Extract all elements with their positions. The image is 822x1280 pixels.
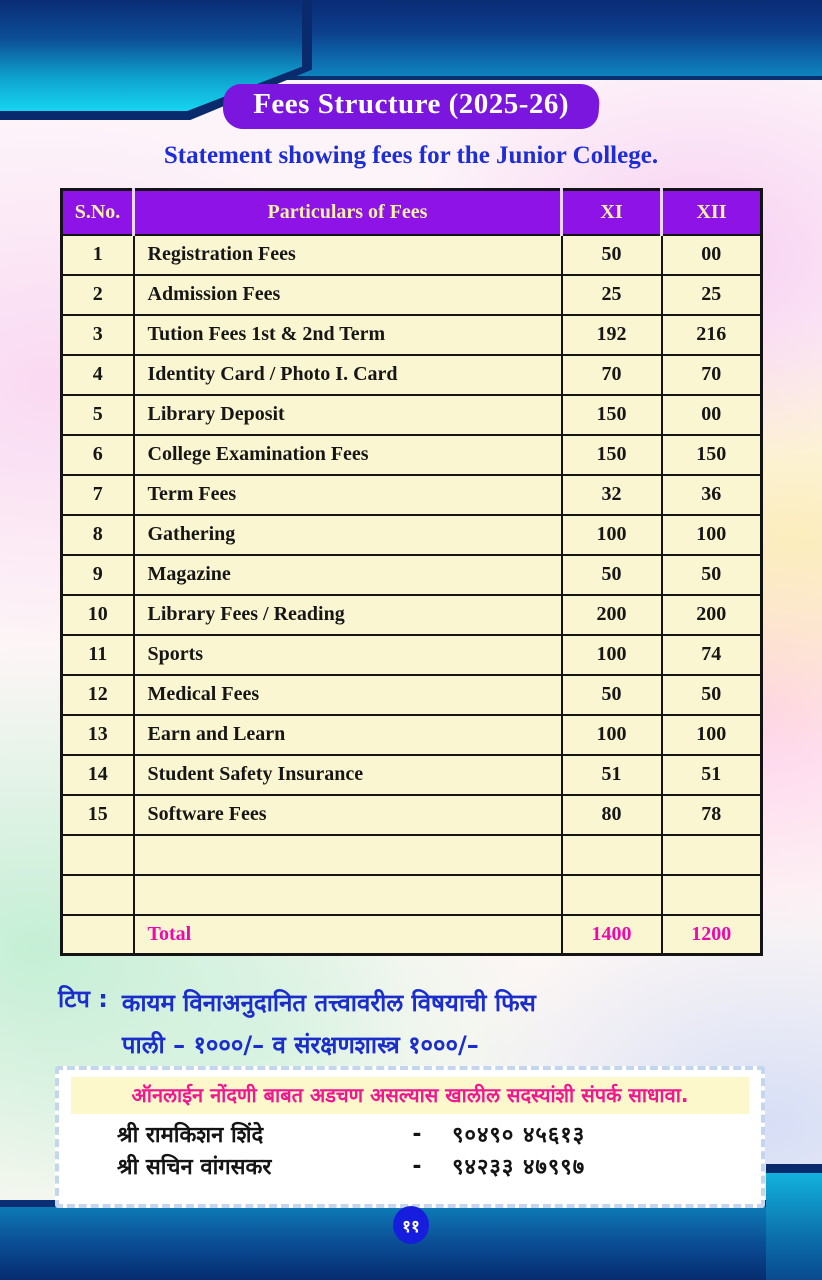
xii-cell: 25 — [662, 275, 762, 315]
xi-cell: 192 — [562, 315, 662, 355]
sno-cell: 8 — [62, 515, 134, 555]
table-row-empty — [62, 835, 762, 875]
xi-cell: 51 — [562, 755, 662, 795]
col-header-particulars: Particulars of Fees — [134, 190, 562, 235]
fee-note — [58, 982, 536, 1066]
table-row — [62, 635, 762, 675]
title-banner — [221, 84, 600, 129]
contact-phone: ९०४९० ४५६१३ — [452, 1123, 586, 1148]
contact-name: श्री सचिन वांगसकर — [117, 1155, 272, 1180]
particular-cell: Library Fees / Reading — [134, 595, 562, 635]
sno-cell: 14 — [62, 755, 134, 795]
particular-cell: Admission Fees — [134, 275, 562, 315]
total-empty-cell — [62, 915, 134, 955]
total-xi: 1400 — [562, 915, 662, 955]
sno-cell: 6 — [62, 435, 134, 475]
particular-cell: College Examination Fees — [134, 435, 562, 475]
particular-cell: Gathering — [134, 515, 562, 555]
contact-row — [59, 1118, 761, 1150]
fees-table — [60, 188, 763, 956]
note-prefix: टिप : — [58, 985, 108, 1013]
table-row — [62, 395, 762, 435]
table-row — [62, 235, 762, 275]
xii-cell: 51 — [662, 755, 762, 795]
sno-cell: 9 — [62, 555, 134, 595]
xi-cell: 200 — [562, 595, 662, 635]
particular-cell: Tution Fees 1st & 2nd Term — [134, 315, 562, 355]
footer-right-accent — [766, 1164, 822, 1280]
xii-cell: 100 — [662, 715, 762, 755]
xi-cell: 50 — [562, 555, 662, 595]
contact-box — [55, 1066, 765, 1208]
xii-cell: 70 — [662, 355, 762, 395]
xii-cell: 216 — [662, 315, 762, 355]
contact-separator: - — [412, 1153, 422, 1179]
page-number-badge — [393, 1206, 429, 1244]
xii-cell — [662, 875, 762, 915]
table-row — [62, 555, 762, 595]
particular-cell: Term Fees — [134, 475, 562, 515]
xii-cell: 200 — [662, 595, 762, 635]
xii-cell: 150 — [662, 435, 762, 475]
contact-separator: - — [412, 1121, 422, 1147]
xi-cell — [562, 835, 662, 875]
particular-cell — [134, 875, 562, 915]
table-row — [62, 795, 762, 835]
xii-cell: 100 — [662, 515, 762, 555]
xi-cell: 25 — [562, 275, 662, 315]
xii-cell — [662, 835, 762, 875]
xi-cell: 50 — [562, 675, 662, 715]
xi-cell: 150 — [562, 435, 662, 475]
contact-row — [59, 1150, 761, 1182]
table-header-row — [62, 190, 762, 235]
contact-name: श्री रामकिशन शिंदे — [117, 1123, 264, 1148]
xi-cell: 150 — [562, 395, 662, 435]
page-number: ११ — [402, 1216, 420, 1237]
xii-cell: 36 — [662, 475, 762, 515]
total-row — [62, 915, 762, 955]
table-row — [62, 755, 762, 795]
sno-cell: 7 — [62, 475, 134, 515]
sno-cell: 5 — [62, 395, 134, 435]
sno-cell: 3 — [62, 315, 134, 355]
note-line-1: कायम विनाअनुदानित तत्त्वावरील विषयाची फिस — [121, 989, 536, 1017]
sno-cell: 10 — [62, 595, 134, 635]
total-label: Total — [134, 915, 562, 955]
table-row — [62, 275, 762, 315]
xi-cell: 100 — [562, 515, 662, 555]
note-line-2: पाली – १०००/– व संरक्षणशास्त्र १०००/– — [121, 1031, 479, 1059]
particular-cell: Earn and Learn — [134, 715, 562, 755]
table-row — [62, 715, 762, 755]
contact-phone: ९४२३३ ४७९९७ — [452, 1155, 586, 1180]
sno-cell: 12 — [62, 675, 134, 715]
sno-cell — [62, 835, 134, 875]
table-row — [62, 435, 762, 475]
sno-cell: 15 — [62, 795, 134, 835]
xi-cell: 100 — [562, 715, 662, 755]
sno-cell: 1 — [62, 235, 134, 275]
xii-cell: 00 — [662, 395, 762, 435]
sno-cell: 4 — [62, 355, 134, 395]
particular-cell: Magazine — [134, 555, 562, 595]
particular-cell: Identity Card / Photo I. Card — [134, 355, 562, 395]
xi-cell: 70 — [562, 355, 662, 395]
particular-cell — [134, 835, 562, 875]
sno-cell: 11 — [62, 635, 134, 675]
table-row — [62, 595, 762, 635]
contact-box-heading: ऑनलाईन नोंदणी बाबत अडचण असल्यास खालील सदस्यांशी संपर्क साधावा. — [71, 1077, 749, 1114]
sno-cell: 2 — [62, 275, 134, 315]
table-row-empty — [62, 875, 762, 915]
particular-cell: Sports — [134, 635, 562, 675]
table-row — [62, 475, 762, 515]
xii-cell: 78 — [662, 795, 762, 835]
xi-cell: 80 — [562, 795, 662, 835]
table-row — [62, 355, 762, 395]
xi-cell: 50 — [562, 235, 662, 275]
col-header-xii: XII — [662, 190, 762, 235]
col-header-xi: XI — [562, 190, 662, 235]
table-row — [62, 315, 762, 355]
xii-cell: 00 — [662, 235, 762, 275]
particular-cell: Student Safety Insurance — [134, 755, 562, 795]
table-row — [62, 515, 762, 555]
sno-cell: 13 — [62, 715, 134, 755]
col-header-sno: S.No. — [62, 190, 134, 235]
subtitle: Statement showing fees for the Junior College. — [163, 142, 659, 169]
particular-cell: Medical Fees — [134, 675, 562, 715]
xi-cell — [562, 875, 662, 915]
xi-cell: 32 — [562, 475, 662, 515]
xii-cell: 74 — [662, 635, 762, 675]
page-title: Fees Structure (2025-26) — [253, 88, 570, 120]
xii-cell: 50 — [662, 555, 762, 595]
total-xii: 1200 — [662, 915, 762, 955]
particular-cell: Registration Fees — [134, 235, 562, 275]
xii-cell: 50 — [662, 675, 762, 715]
sno-cell — [62, 875, 134, 915]
particular-cell: Library Deposit — [134, 395, 562, 435]
particular-cell: Software Fees — [134, 795, 562, 835]
table-row — [62, 675, 762, 715]
xi-cell: 100 — [562, 635, 662, 675]
